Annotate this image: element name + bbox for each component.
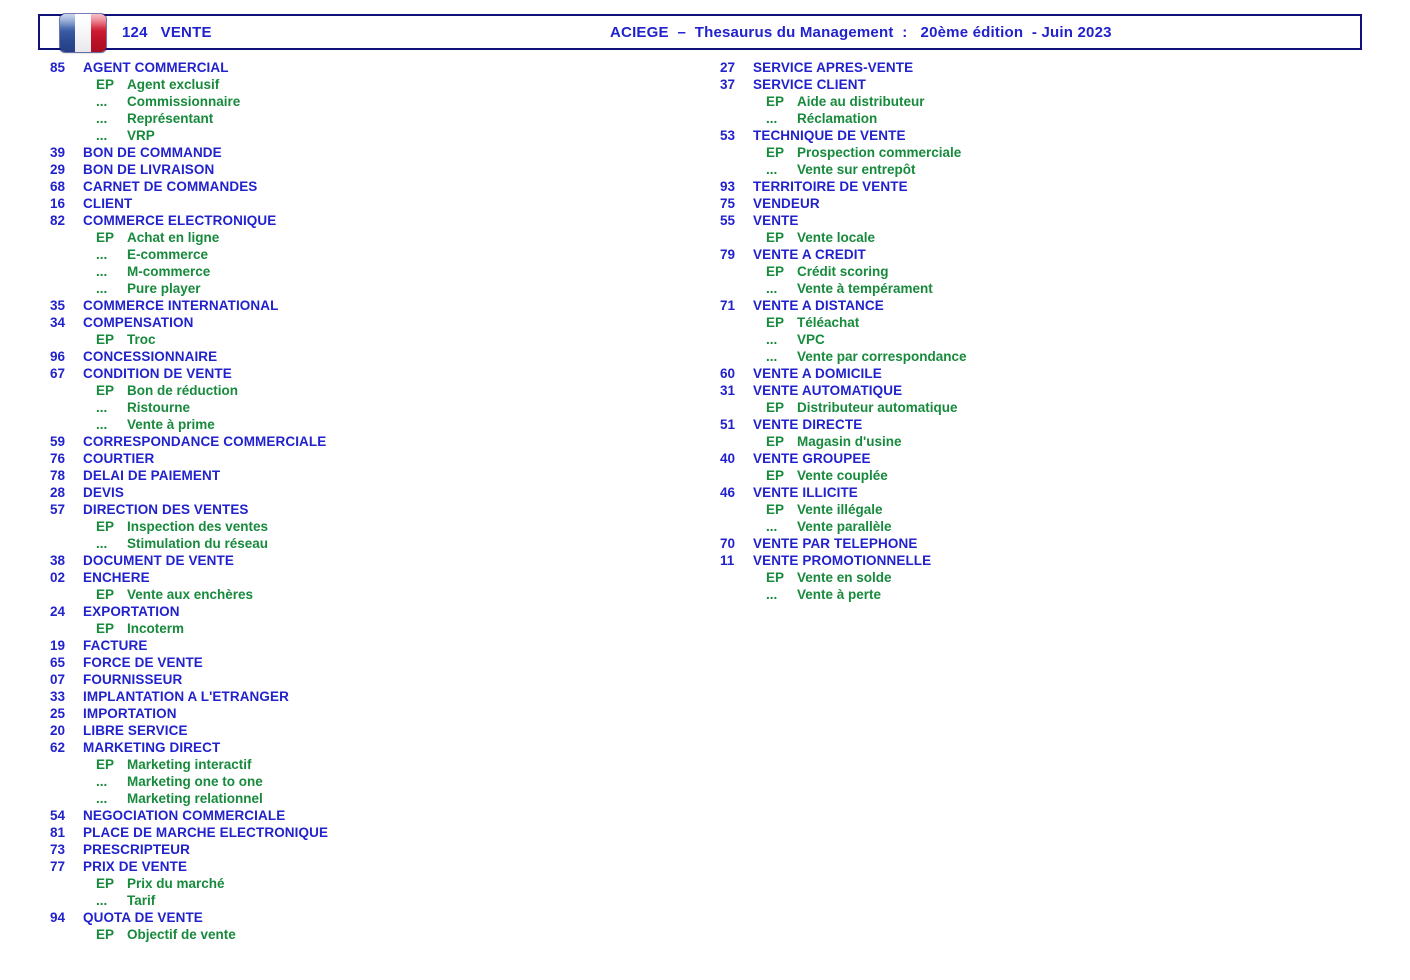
publication-title: ACIEGE – Thesaurus du Management : 20ème édition - Juin 2023	[610, 23, 1112, 41]
entry-synonym: Incoterm	[127, 621, 185, 636]
relation-label: ...	[766, 519, 778, 534]
relation-label: EP	[766, 315, 785, 330]
entry-synonym: Réclamation	[797, 111, 878, 126]
term-row	[720, 59, 967, 76]
synonym-row	[50, 399, 328, 416]
synonym-row	[50, 586, 328, 603]
entry-number: 35	[50, 298, 66, 313]
entry-term: FACTURE	[83, 638, 148, 653]
entry-number: 75	[720, 196, 736, 211]
entry-number: 40	[720, 451, 736, 466]
entry-term: DELAI DE PAIEMENT	[83, 468, 221, 483]
synonym-row	[50, 535, 328, 552]
relation-label: ...	[766, 332, 778, 347]
synonym-row	[720, 501, 967, 518]
entry-synonym: Vente à tempérament	[797, 281, 933, 296]
relation-label: EP	[766, 570, 785, 585]
synonym-row	[720, 280, 967, 297]
entry-term: FORCE DE VENTE	[83, 655, 203, 670]
entry-term: IMPLANTATION A L'ETRANGER	[83, 689, 289, 704]
entry-synonym: VPC	[797, 332, 825, 347]
synonym-row	[50, 790, 328, 807]
term-row	[720, 382, 967, 399]
term-row	[50, 807, 328, 824]
entry-number: 28	[50, 485, 66, 500]
entry-number: 37	[720, 77, 736, 92]
relation-label: EP	[766, 468, 785, 483]
synonym-row	[720, 93, 967, 110]
synonym-row	[720, 348, 967, 365]
synonym-row	[720, 569, 967, 586]
entry-number: 29	[50, 162, 66, 177]
relation-label: EP	[96, 757, 115, 772]
synonym-row	[720, 331, 967, 348]
synonym-row	[50, 518, 328, 535]
synonym-row	[720, 314, 967, 331]
entry-synonym: Marketing relationnel	[127, 791, 263, 806]
entry-term: COMMERCE INTERNATIONAL	[83, 298, 279, 313]
synonym-row	[720, 399, 967, 416]
relation-label: ...	[766, 111, 778, 126]
entry-number: 19	[50, 638, 66, 653]
entry-synonym: Pure player	[127, 281, 201, 296]
entry-term: CARNET DE COMMANDES	[83, 179, 258, 194]
term-row	[50, 841, 328, 858]
entry-term: VENTE GROUPEE	[753, 451, 871, 466]
entry-number: 94	[50, 910, 66, 925]
entry-number: 02	[50, 570, 66, 585]
entry-term: NEGOCIATION COMMERCIALE	[83, 808, 286, 823]
entry-number: 65	[50, 655, 66, 670]
header-bar	[38, 14, 1362, 50]
entry-term: COURTIER	[83, 451, 155, 466]
term-row	[720, 365, 967, 382]
entry-term: FOURNISSEUR	[83, 672, 183, 687]
synonym-row	[50, 892, 328, 909]
entry-term: SERVICE CLIENT	[753, 77, 866, 92]
entry-term: QUOTA DE VENTE	[83, 910, 203, 925]
entry-term: VENTE	[753, 213, 799, 228]
entry-synonym: Inspection des ventes	[127, 519, 269, 534]
relation-label: EP	[766, 94, 785, 109]
term-row	[720, 552, 967, 569]
synonym-row	[720, 586, 967, 603]
column-right	[720, 59, 967, 603]
term-row	[50, 212, 328, 229]
entry-term: CLIENT	[83, 196, 133, 211]
entry-number: 55	[720, 213, 736, 228]
section-title: VENTE	[160, 23, 212, 41]
synonym-row	[50, 110, 328, 127]
term-row	[50, 909, 328, 926]
term-row	[50, 161, 328, 178]
relation-label: ...	[96, 111, 108, 126]
entry-term: DOCUMENT DE VENTE	[83, 553, 234, 568]
entry-number: 57	[50, 502, 66, 517]
entry-number: 62	[50, 740, 66, 755]
entry-synonym: Prix du marché	[127, 876, 225, 891]
entry-term: SERVICE APRES-VENTE	[753, 60, 914, 75]
term-row	[50, 705, 328, 722]
term-row	[50, 144, 328, 161]
entry-synonym: Prospection commerciale	[797, 145, 962, 160]
term-row	[720, 76, 967, 93]
term-row	[50, 178, 328, 195]
synonym-row	[50, 263, 328, 280]
relation-label: ...	[96, 536, 108, 551]
entry-number: 54	[50, 808, 66, 823]
entry-number: 31	[720, 383, 736, 398]
term-row	[50, 297, 328, 314]
term-row	[50, 59, 328, 76]
relation-label: ...	[766, 349, 778, 364]
synonym-row	[720, 161, 967, 178]
entry-number: 53	[720, 128, 736, 143]
entry-synonym: Tarif	[127, 893, 156, 908]
entry-term: BON DE LIVRAISON	[83, 162, 215, 177]
relation-label: EP	[96, 77, 115, 92]
entry-number: 68	[50, 179, 66, 194]
term-row	[50, 450, 328, 467]
term-row	[720, 246, 967, 263]
term-row	[50, 348, 328, 365]
entry-number: 24	[50, 604, 66, 619]
relation-label: EP	[96, 621, 115, 636]
relation-label: EP	[96, 230, 115, 245]
entry-number: 34	[50, 315, 66, 330]
entry-number: 93	[720, 179, 736, 194]
entry-number: 46	[720, 485, 736, 500]
entry-term: ENCHERE	[83, 570, 150, 585]
synonym-row	[50, 620, 328, 637]
entry-synonym: Vente couplée	[797, 468, 888, 483]
synonym-row	[720, 229, 967, 246]
term-row	[720, 297, 967, 314]
term-row	[720, 212, 967, 229]
entry-synonym: E-commerce	[127, 247, 209, 262]
term-row	[50, 688, 328, 705]
term-row	[50, 722, 328, 739]
entry-number: 79	[720, 247, 736, 262]
synonym-row	[50, 76, 328, 93]
relation-label: ...	[96, 400, 108, 415]
entry-term: COMMERCE ELECTRONIQUE	[83, 213, 277, 228]
french-flag-icon	[60, 14, 106, 52]
entry-number: 16	[50, 196, 66, 211]
entry-synonym: Agent exclusif	[127, 77, 220, 92]
entry-term: CORRESPONDANCE COMMERCIALE	[83, 434, 327, 449]
term-row	[50, 195, 328, 212]
term-row	[50, 467, 328, 484]
entry-synonym: VRP	[127, 128, 155, 143]
entry-number: 71	[720, 298, 736, 313]
entry-term: VENTE A DOMICILE	[753, 366, 882, 381]
relation-label: EP	[96, 927, 115, 942]
entry-number: 81	[50, 825, 66, 840]
entry-term: TECHNIQUE DE VENTE	[753, 128, 906, 143]
entry-synonym: Vente par correspondance	[797, 349, 967, 364]
entry-term: PLACE DE MARCHE ELECTRONIQUE	[83, 825, 329, 840]
entry-term: AGENT COMMERCIAL	[83, 60, 229, 75]
synonym-row	[720, 518, 967, 535]
synonym-row	[720, 263, 967, 280]
entry-synonym: Marketing one to one	[127, 774, 263, 789]
relation-label: ...	[96, 264, 108, 279]
entry-number: 96	[50, 349, 66, 364]
term-row	[720, 416, 967, 433]
entry-synonym: Marketing interactif	[127, 757, 252, 772]
synonym-row	[50, 280, 328, 297]
relation-label: ...	[96, 417, 108, 432]
synonym-row	[720, 110, 967, 127]
relation-label: ...	[766, 162, 778, 177]
entry-term: MARKETING DIRECT	[83, 740, 221, 755]
synonym-row	[720, 144, 967, 161]
entry-term: VENTE ILLICITE	[753, 485, 858, 500]
entry-synonym: Magasin d'usine	[797, 434, 902, 449]
entry-number: 11	[720, 553, 735, 568]
term-row	[720, 127, 967, 144]
relation-label: ...	[766, 281, 778, 296]
synonym-row	[50, 229, 328, 246]
entry-synonym: Ristourne	[127, 400, 191, 415]
term-row	[50, 739, 328, 756]
entry-number: 38	[50, 553, 66, 568]
entry-number: 67	[50, 366, 66, 381]
column-left	[50, 59, 328, 943]
relation-label: ...	[96, 94, 108, 109]
entry-term: LIBRE SERVICE	[83, 723, 188, 738]
synonym-row	[50, 127, 328, 144]
synonym-row	[720, 433, 967, 450]
term-row	[50, 858, 328, 875]
synonym-row	[50, 93, 328, 110]
relation-label: EP	[96, 383, 115, 398]
entry-synonym: Téléachat	[797, 315, 860, 330]
term-row	[50, 671, 328, 688]
entry-number: 51	[720, 417, 736, 432]
synonym-row	[50, 926, 328, 943]
relation-label: ...	[96, 128, 108, 143]
entry-number: 78	[50, 468, 66, 483]
term-row	[50, 569, 328, 586]
synonym-row	[50, 246, 328, 263]
term-row	[720, 450, 967, 467]
entry-synonym: Vente locale	[797, 230, 876, 245]
relation-label: EP	[766, 145, 785, 160]
relation-label: ...	[96, 893, 108, 908]
term-row	[720, 195, 967, 212]
term-row	[50, 433, 328, 450]
entry-term: IMPORTATION	[83, 706, 177, 721]
section-label	[122, 16, 212, 48]
entry-number: 25	[50, 706, 66, 721]
entry-term: VENTE PROMOTIONNELLE	[753, 553, 932, 568]
entry-term: COMPENSATION	[83, 315, 194, 330]
entry-synonym: M-commerce	[127, 264, 211, 279]
synonym-row	[50, 331, 328, 348]
term-row	[50, 637, 328, 654]
entry-synonym: Aide au distributeur	[797, 94, 925, 109]
entry-term: VENTE AUTOMATIQUE	[753, 383, 903, 398]
term-row	[50, 603, 328, 620]
entry-number: 76	[50, 451, 66, 466]
entry-synonym: Distributeur automatique	[797, 400, 958, 415]
entry-term: CONDITION DE VENTE	[83, 366, 232, 381]
entry-synonym: Commissionnaire	[127, 94, 241, 109]
section-number: 124	[122, 23, 148, 41]
entry-term: TERRITOIRE DE VENTE	[753, 179, 908, 194]
relation-label: EP	[766, 502, 785, 517]
flag-gloss	[60, 14, 106, 31]
entry-number: 70	[720, 536, 736, 551]
entry-term: EXPORTATION	[83, 604, 180, 619]
relation-label: ...	[766, 587, 778, 602]
relation-label: ...	[96, 791, 108, 806]
entry-number: 59	[50, 434, 66, 449]
term-row	[720, 535, 967, 552]
entry-synonym: Vente aux enchères	[127, 587, 254, 602]
entry-term: VENTE DIRECTE	[753, 417, 863, 432]
synonym-row	[50, 875, 328, 892]
entry-synonym: Crédit scoring	[797, 264, 889, 279]
entry-synonym: Vente sur entrepôt	[797, 162, 916, 177]
synonym-row	[50, 773, 328, 790]
entry-synonym: Vente en solde	[797, 570, 892, 585]
term-row	[50, 552, 328, 569]
relation-label: EP	[96, 332, 115, 347]
term-row	[50, 824, 328, 841]
term-row	[720, 484, 967, 501]
entry-number: 60	[720, 366, 736, 381]
relation-label: ...	[96, 774, 108, 789]
entry-term: PRIX DE VENTE	[83, 859, 188, 874]
entry-term: VENDEUR	[753, 196, 820, 211]
synonym-row	[50, 416, 328, 433]
relation-label: ...	[96, 247, 108, 262]
term-row	[50, 314, 328, 331]
entry-number: 77	[50, 859, 66, 874]
entry-synonym: Bon de réduction	[127, 383, 238, 398]
entry-term: PRESCRIPTEUR	[83, 842, 190, 857]
relation-label: EP	[96, 587, 115, 602]
relation-label: EP	[96, 519, 115, 534]
term-row	[720, 178, 967, 195]
relation-label: ...	[96, 281, 108, 296]
relation-label: EP	[766, 434, 785, 449]
entry-number: 73	[50, 842, 66, 857]
entry-synonym: Stimulation du réseau	[127, 536, 269, 551]
entry-synonym: Vente parallèle	[797, 519, 892, 534]
synonym-row	[50, 382, 328, 399]
entry-term: VENTE A DISTANCE	[753, 298, 884, 313]
synonym-row	[720, 467, 967, 484]
entry-synonym: Vente à prime	[127, 417, 215, 432]
entry-synonym: Achat en ligne	[127, 230, 220, 245]
entry-number: 27	[720, 60, 736, 75]
entry-synonym: Objectif de vente	[127, 927, 236, 942]
entry-synonym: Vente illégale	[797, 502, 883, 517]
entry-term: VENTE A CREDIT	[753, 247, 866, 262]
term-row	[50, 365, 328, 382]
relation-label: EP	[766, 400, 785, 415]
entry-term: CONCESSIONNAIRE	[83, 349, 218, 364]
entry-number: 07	[50, 672, 66, 687]
term-row	[50, 501, 328, 518]
term-row	[50, 654, 328, 671]
entry-number: 33	[50, 689, 66, 704]
entry-number: 20	[50, 723, 66, 738]
entry-number: 39	[50, 145, 66, 160]
relation-label: EP	[766, 264, 785, 279]
entry-term: BON DE COMMANDE	[83, 145, 222, 160]
entry-synonym: Vente à perte	[797, 587, 882, 602]
term-row	[50, 484, 328, 501]
entry-term: DEVIS	[83, 485, 125, 500]
entry-synonym: Troc	[127, 332, 156, 347]
entry-number: 85	[50, 60, 66, 75]
entry-term: DIRECTION DES VENTES	[83, 502, 249, 517]
synonym-row	[50, 756, 328, 773]
entry-number: 82	[50, 213, 66, 228]
relation-label: EP	[96, 876, 115, 891]
entry-term: VENTE PAR TELEPHONE	[753, 536, 918, 551]
entry-synonym: Représentant	[127, 111, 214, 126]
relation-label: EP	[766, 230, 785, 245]
